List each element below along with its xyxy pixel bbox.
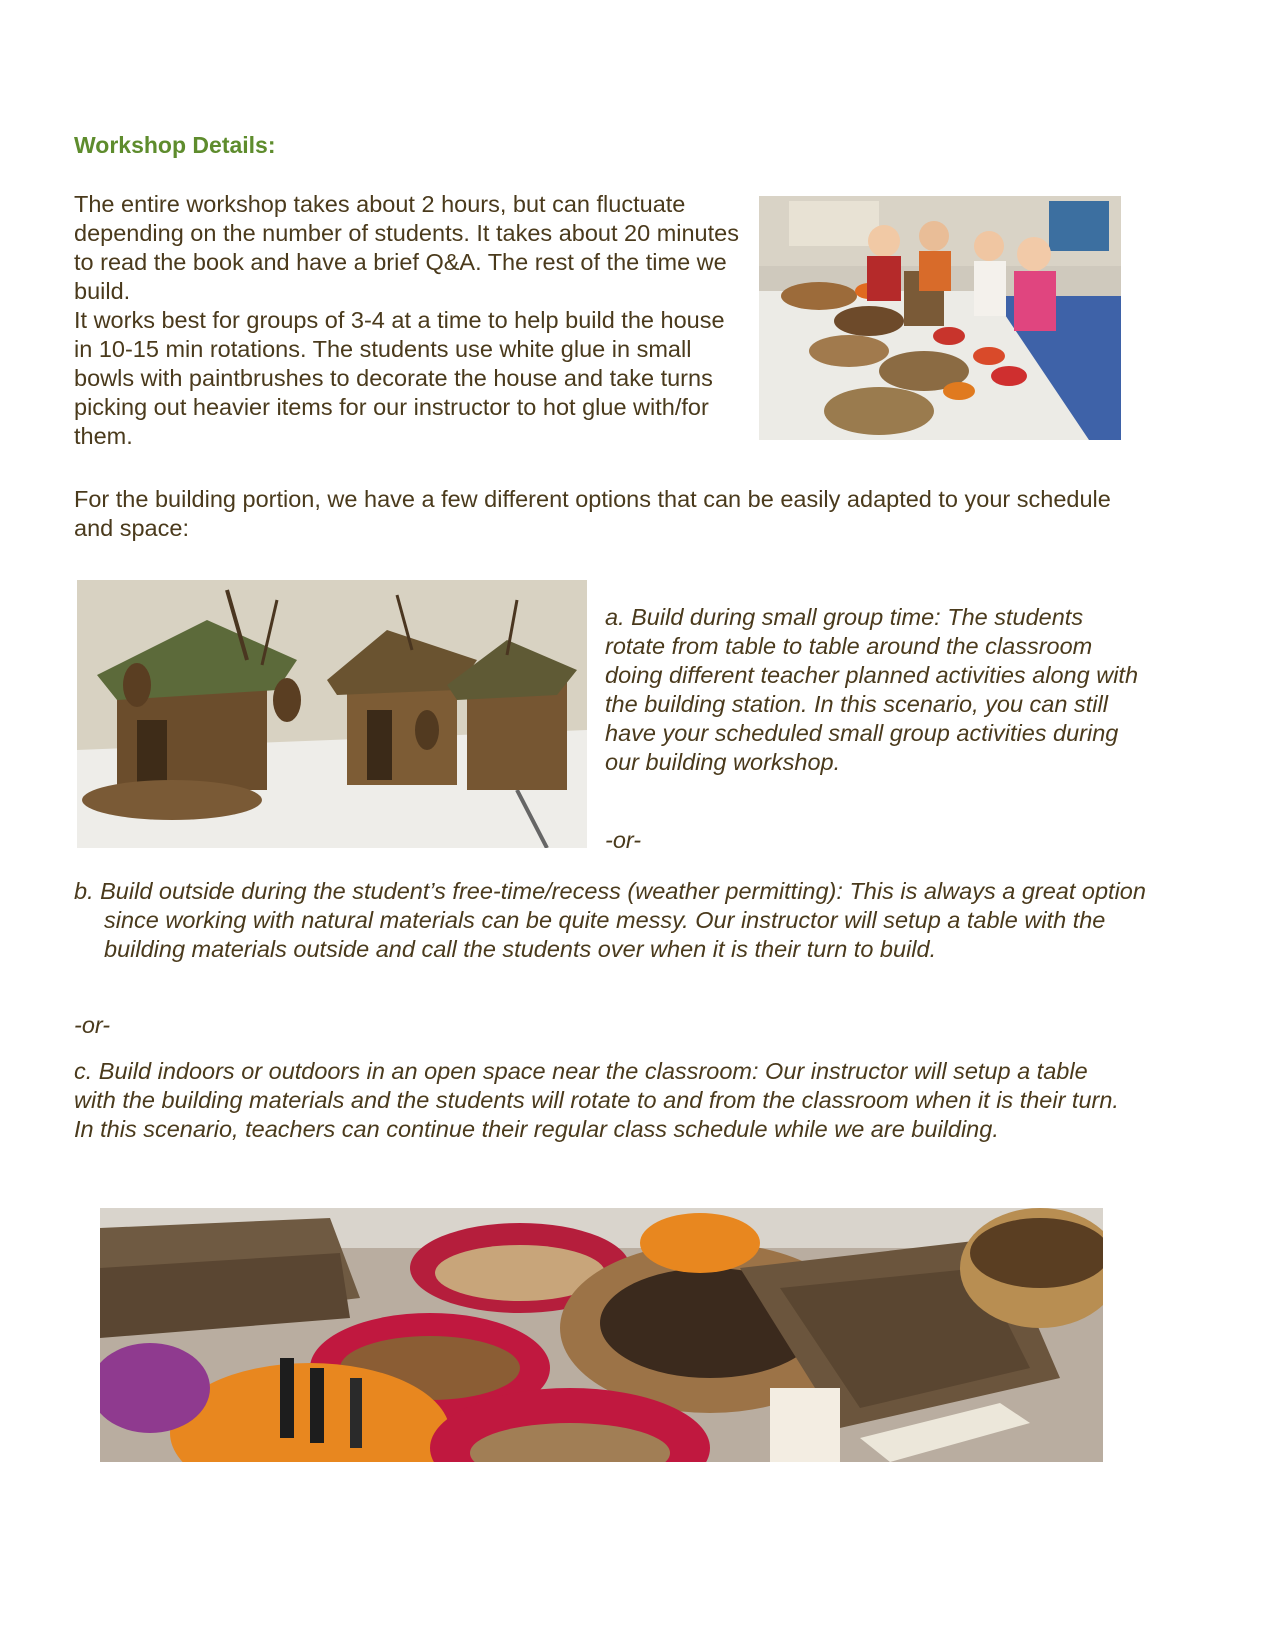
children-at-table-photo: [759, 196, 1121, 440]
option-c-text: c. Build indoors or outdoors in an open space near the classroom: Our instructor will setup a table with the building materials and the students will rotate to and from the classroom when it is their turn. In this scenario, teachers can continue their regular class schedule while we are building.: [74, 1058, 1119, 1142]
option-b-text: b. Build outside during the student’s free-time/recess (weather permitting): This is always a great option since working with natural materials can be quite messy. Our instructor will setup a table with the building materials outside and call the students over when it is their turn to build.: [74, 878, 1146, 962]
options-intro-text: For the building portion, we have a few different options that can be easily adapted to your schedule and space:: [74, 486, 1111, 541]
intro-text: [74, 190, 744, 451]
or-separator-2: -or-: [74, 1012, 111, 1038]
or-separator-1: -or-: [605, 827, 642, 853]
section-heading: Workshop Details:: [74, 132, 276, 158]
option-a-text: a. Build during small group time: The students rotate from table to table around the classroom doing different teacher planned activities along with the building station. In this scenario, you can still have your scheduled small group activities during our building workshop.: [605, 604, 1139, 775]
building-materials-photo: [100, 1208, 1103, 1462]
fairy-houses-photo: [77, 580, 587, 848]
intro-paragraph-2: It works best for groups of 3-4 at a time to help build the house in 10-15 min rotations. The students use white glue in small bowls with paintbrushes to decorate the house and take turns picking out heavier items for our instructor to hot glue with/for them.: [74, 307, 725, 449]
intro-paragraph-1: The entire workshop takes about 2 hours, but can fluctuate depending on the number of students. It takes about 20 minutes to read the book and have a brief Q&A. The rest of the time we build.: [74, 191, 739, 304]
